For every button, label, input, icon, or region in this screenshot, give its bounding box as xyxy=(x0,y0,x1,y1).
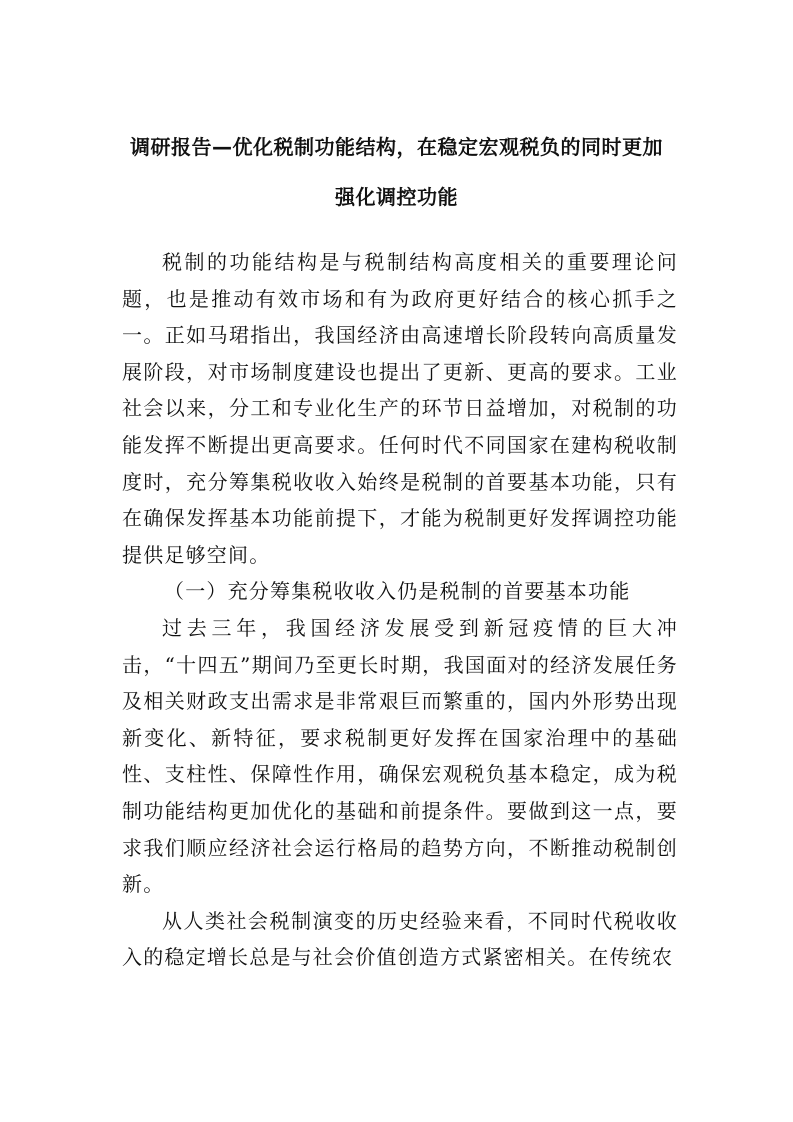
section-heading: （一）充分筹集税收收入仍是税制的首要基本功能 xyxy=(164,579,631,604)
body-paragraph: 从人类社会税制演变的历史经验来看，不同时代税收收入的稳定增长总是与社会价值创造方式紧密相关。在传统农 xyxy=(122,908,678,970)
document-title-line-1: 调研报告—优化税制功能结构，在稳定宏观税负的同时更加 xyxy=(130,135,663,159)
document-title-line-2: 强化调控功能 xyxy=(335,185,458,209)
body-paragraph: 过去三年，我国经济发展受到新冠疫情的巨大冲击，“十四五”期间乃至更长时期，我国面对的经济发展任务及相关财政支出需求是非常艰巨而繁重的，国内外形势出现新变化、新特征，要求税制更好发挥在国家治理中的基础性、支柱性、保障性作用，确保宏观税负基本稳定，成为税制功能结构更加优化的基础和前提条件。要做到这一点，要求我们顺应经济社会运行格局的趋势方向，不断推动税制创新。 xyxy=(122,615,678,897)
body-paragraph: 税制的功能结构是与税制结构高度相关的重要理论问题，也是推动有效市场和有为政府更好结合的核心抓手之一。正如马珺指出，我国经济由高速增长阶段转向高质量发展阶段，对市场制度建设也提出了更新、更高的要求。工业社会以来，分工和专业化生产的环节日益增加，对税制的功能发挥不断提出更高要求。任何时代不同国家在建构税收制度时，充分筹集税收收入始终是税制的首要基本功能，只有在确保发挥基本功能前提下，才能为税制更好发挥调控功能提供足够空间。 xyxy=(122,250,678,567)
document-body xyxy=(122,244,678,976)
